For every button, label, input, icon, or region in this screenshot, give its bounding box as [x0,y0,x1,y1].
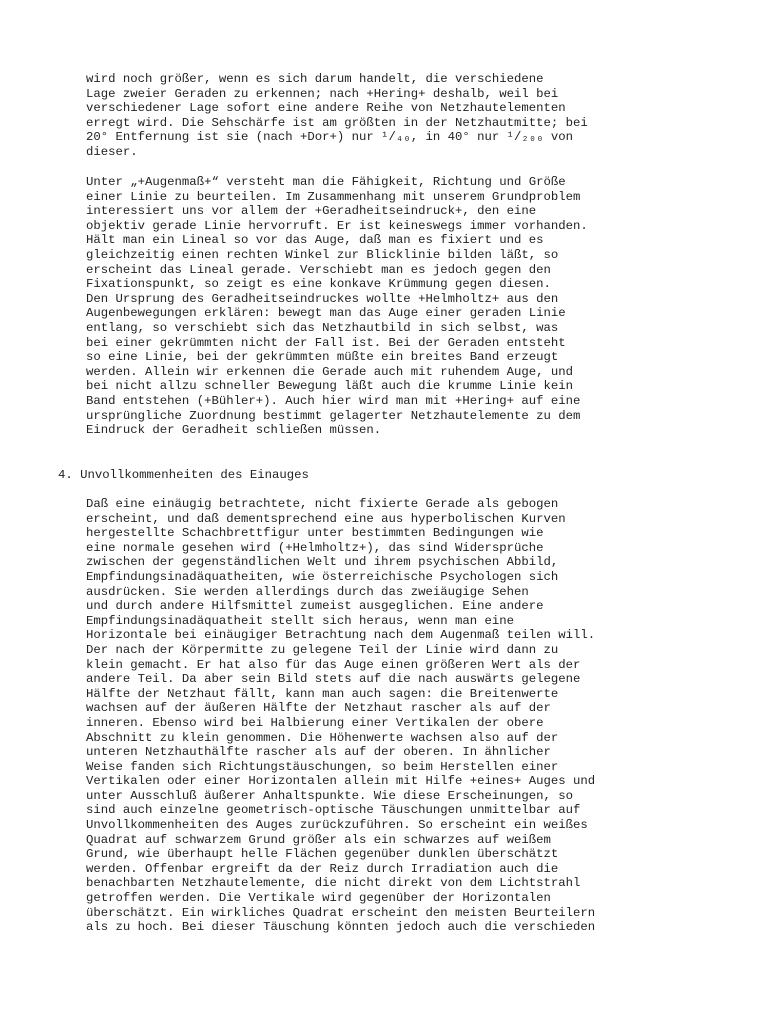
paragraph: wird noch größer, wenn es sich darum handelt, die verschiedene Lage zweier Geraden zu erkennen; nach +Hering+ deshalb, weil bei verschiedener Lage sofort eine andere Reihe von Netzhautelementen erregt wird. Die Sehschärfe ist am größten in der Netzhautmitte; bei 20° Entfernung ist sie (nach +Dor+) nur ¹/₄₀, in 40° nur ¹/₂₀₀ von dieser. [86,72,588,159]
paragraph: Daß eine einäugig betrachtete, nicht fixierte Gerade als gebogen erscheint, und daß dementsprechend eine aus hyperbolischen Kurven hergestellte Schachbrettfigur unter bestimmten Bedingungen wie eine normale gesehen wird (+Helmholtz+), das sind Widersprüche zwischen der gegenständlichen Welt und ihrem psychischen Abbild, Empfindungsinadäquatheiten, wie österreichische Psychologen sich ausdrücken. Sie werden allerdings durch das zweiäugige Sehen und durch andere Hilfsmittel zumeist ausgeglichen. Eine andere Empfindungsinadäquatheit stellt sich heraus, wenn man eine Horizontale bei einäugiger Betrachtung nach dem Augenmaß teilen will. Der nach der Körpermitte zu gelegene Teil der Linie wird dann zu klein gemacht. Er hat also für das Auge einen größeren Wert als der andere Teil. Da aber sein Bild stets auf die nach auswärts gelegene Hälfte der Netzhaut fällt, kann man auch sagen: die Breitenwerte wachsen auf der äußeren Hälfte der Netzhaut rascher als auf der inneren. Ebenso wird bei Halbierung einer Vertikalen der obere Abschnitt zu klein genommen. Die Höhenwerte wachsen also auf der unteren Netzhauthälfte rascher als auf der oberen. In ähnlicher Weise fanden sich Richtungstäuschungen, so beim Herstellen einer Vertikalen oder einer Horizontalen allein mit Hilfe +eines+ Auges und unter Ausschluß äußerer Anhaltspunkte. Wie diese Erscheinungen, so sind auch einzelne geometrisch-optische Täuschungen unmittelbar auf Unvollkommenheiten des Auges zurückzuführen. So erscheint ein weißes Quadrat auf schwarzem Grund größer als ein schwarzes auf weißem Grund, wie überhaupt helle Flächen gegenüber dunklen überschätzt werden. Offenbar ergreift da der Reiz durch Irradiation auch die benachbarten Netzhautelemente, die nicht direkt von dem Lichtstrahl getroffen werden. Die Vertikale wird gegenüber der Horizontalen überschätzt. Ein wirkliches Quadrat erscheint den meisten Beurteilern als zu hoch. Bei dieser Täuschung könnten jedoch auch die verschieden [86,497,596,935]
paragraph: Unter „+Augenmaß+“ versteht man die Fähigkeit, Richtung und Größe einer Linie zu beurteilen. Im Zusammenhang mit unserem Grundproblem interessiert uns vor allem der +Geradheitseindruck+, den eine objektiv gerade Linie hervorruft. Er ist keineswegs immer vorhanden. Hält man ein Lineal so vor das Auge, daß man es fixiert und es gleichzeitig einen rechten Winkel zur Blicklinie bilden läßt, so erscheint das Lineal gerade. Verschiebt man es jedoch gegen den Fixationspunkt, so zeigt es eine konkave Krümmung gegen diesen. Den Ursprung des Geradheitseindruckes wollte +Helmholtz+ aus den Augenbewegungen erklären: bewegt man das Auge einer geraden Linie entlang, so verschiebt sich das Netzhautbild in sich selbst, was bei einer gekrümmten nicht der Fall ist. Bei der Geraden entsteht so eine Linie, bei der gekrümmten müßte ein breites Band erzeugt werden. Allein wir erkennen die Gerade auch mit ruhendem Auge, und bei nicht allzu schneller Bewegung läßt auch die krumme Linie kein Band entstehen (+Bühler+). Auch hier wird man mit +Hering+ auf eine ursprüngliche Zuordnung bestimmt gelagerter Netzhautelemente zu dem Eindruck der Geradheit schließen müssen. [86,175,588,438]
section-heading: 4. Unvollkommenheiten des Einauges [58,468,309,482]
